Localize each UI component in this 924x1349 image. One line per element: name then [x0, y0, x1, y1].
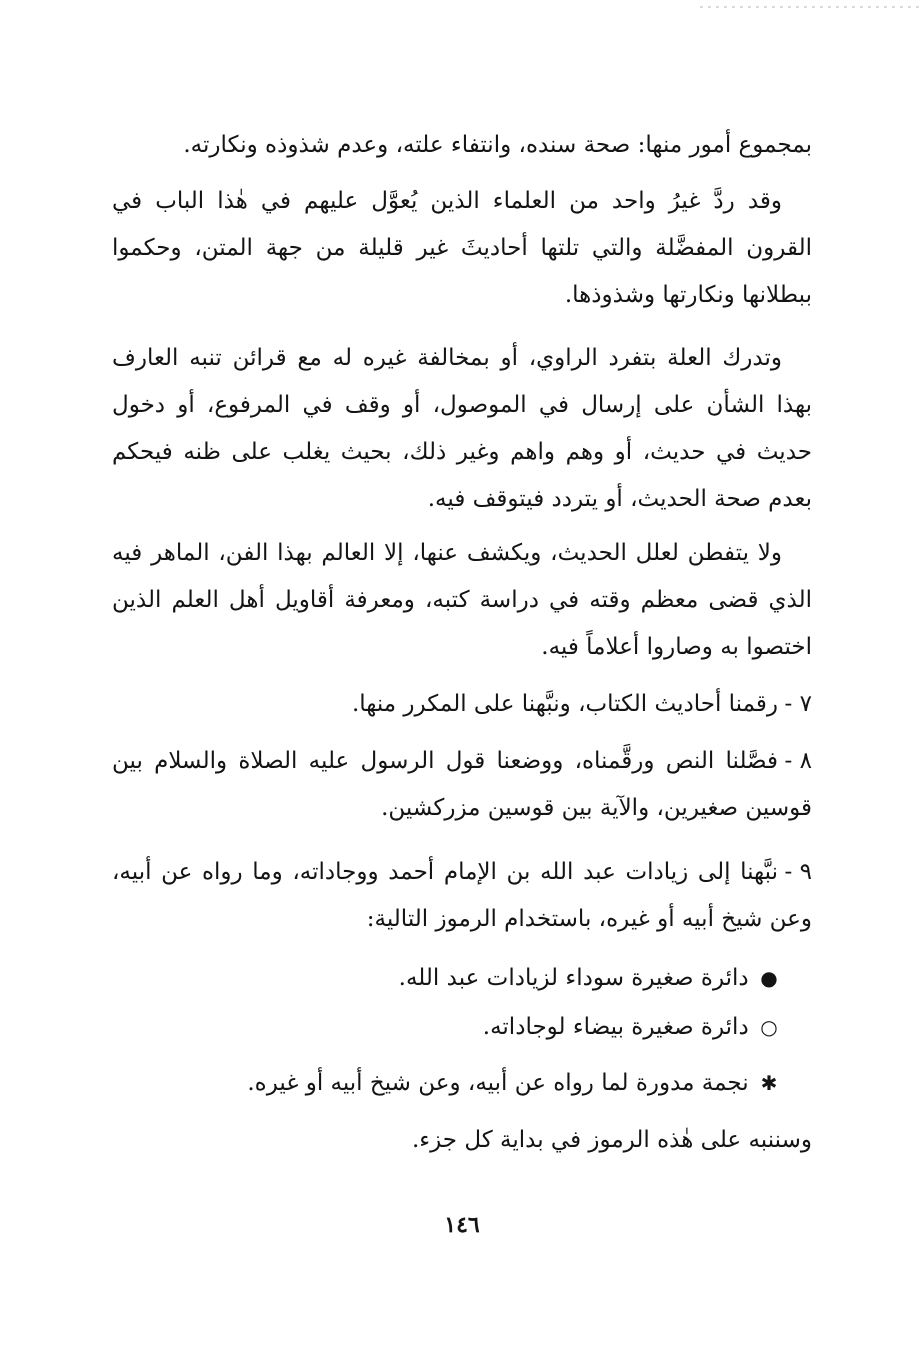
asterisk-icon: ✱ — [760, 1071, 778, 1095]
symbol-item-black-circle — [112, 955, 812, 1002]
white-circle-icon: ○ — [760, 1015, 778, 1039]
numbered-item-7 — [112, 681, 812, 728]
item-number: ٨ - — [784, 748, 812, 774]
item-text: رقمنا أحاديث الكتاب، ونبَّهنا على المكرر منها. — [351, 691, 778, 717]
page-number: ١٤٦ — [444, 1212, 480, 1238]
item-text: نبَّهنا إلى زيادات عبد الله بن الإمام أحمد ووجاداته، وما رواه عن أبيه، وعن شيخ أبيه أو غيره، باستخدام الرموز التالية: — [112, 859, 812, 932]
symbol-item-white-circle — [112, 1004, 812, 1051]
numbered-item-9 — [112, 849, 812, 943]
symbol-item-asterisk — [112, 1060, 812, 1107]
symbol-text: نجمة مدورة لما رواه عن أبيه، وعن شيخ أبيه أو غيره. — [247, 1070, 749, 1096]
item-number: ٧ - — [784, 691, 812, 717]
symbol-text: دائرة صغيرة سوداء لزيادات عبد الله. — [398, 965, 749, 991]
paragraph-illness-detection: وتدرك العلة بتفرد الراوي، أو بمخالفة غيره له مع قرائن تنبه العارف بهذا الشأن على إرسال في الموصول، أو وقف في المرفوع، أو دخول حديث في حديث، أو وهم واهم وغير ذلك، بحيث يغلب على ظنه فيحكم بعدم صحة الحديث، أو يتردد فيتوقف فيه. — [112, 345, 812, 512]
numbered-item-8 — [112, 738, 812, 832]
item-text: فصَّلنا النص ورقَّمناه، ووضعنا قول الرسول عليه الصلاة والسلام بين قوسين صغيرين، والآية بين قوسين مزركشين. — [112, 748, 812, 821]
item-number: ٩ - — [784, 859, 812, 885]
black-circle-icon: ● — [760, 966, 778, 990]
paragraph-rejection: وقد ردَّ غيرُ واحد من العلماء الذين يُعوَّل عليهم في هٰذا الباب في القرون المفضَّلة والتي تلتها أحاديثَ غير قليلة من جهة المتن، وحكموا ببطلانها ونكارتها وشذوذها. — [112, 188, 812, 308]
scan-edge-mark — [700, 6, 920, 8]
paragraph-expertise: ولا يتفطن لعلل الحديث، ويكشف عنها، إلا العالم بهذا الفن، الماهر فيه الذي قضى معظم وقته في دراسة كتبه، ومعرفة أقاويل أهل العلم الذين اختصوا به وصاروا أعلاماً فيه. — [112, 540, 812, 660]
paragraph-intro: بمجموع أمور منها: صحة سنده، وانتفاء علته، وعدم شذوذه ونكارته. — [183, 132, 812, 158]
symbol-text: دائرة صغيرة بيضاء لوجاداته. — [482, 1014, 749, 1040]
closing-note: وسننبه على هٰذه الرموز في بداية كل جزء. — [411, 1127, 812, 1153]
